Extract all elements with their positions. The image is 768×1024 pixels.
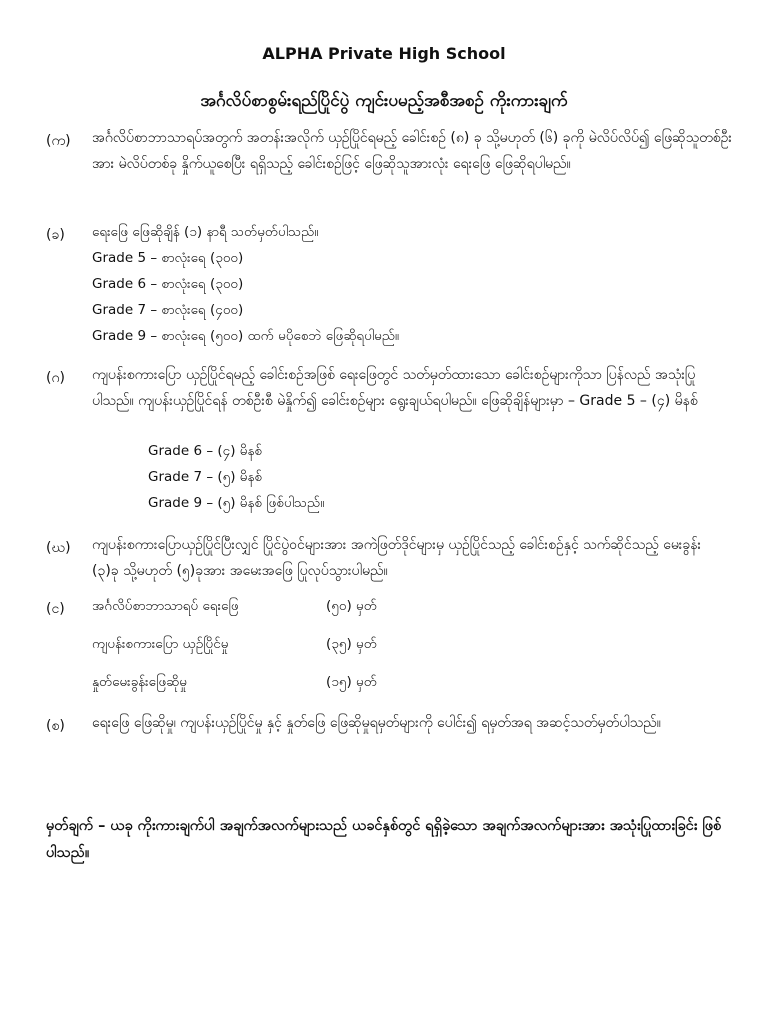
list-item: Grade 9 – (၅) မိနစ် ဖြစ်ပါသည်။: [148, 495, 325, 511]
section-marker-nga: (င): [46, 601, 65, 617]
score-points: (၁၅) မှတ်: [326, 674, 377, 690]
section-kha-text: ရေးဖြေ ဖြေဆိုချိန် (၁) နာရီ သတ်မှတ်ပါသည်။: [92, 224, 319, 240]
school-name: ALPHA Private High School: [262, 44, 506, 63]
list-item: Grade 5 – စာလုံးရေ (၃၀၀): [92, 250, 244, 266]
list-item: Grade 6 – (၄) မိနစ်: [148, 443, 263, 459]
score-label: အင်္ဂလိပ်စာဘာသာရပ် ရေးဖြေ: [92, 598, 239, 614]
list-item: Grade 6 – စာလုံးရေ (၃၀၀): [92, 276, 244, 292]
section-marker-ka: (က): [46, 133, 71, 149]
score-label: ကျပန်းစကားပြော ယှဉ်ပြိုင်မှု: [92, 636, 229, 652]
section-ka-text: အင်္ဂလိပ်စာဘာသာရပ်အတွက် အတန်းအလိုက် ယှဉ်ပြိုင်ရမည့် ခေါင်းစဉ် (၈) ခု သို့မဟုတ် (၆) ခုကို မဲလိပ်လိပ်၍ ဖြေဆိုသူတစ်ဦးအား မဲလိပ်တစ်ခု နှိုက်ယူစေပြီး ရရှိသည့် ခေါင်းစဉ်ဖြင့် ဖြေဆိုသူအားလုံး ရေးဖြေ ဖြေဆိုရပါမည်။: [92, 130, 732, 172]
section-gha-text: ကျပန်းစကားပြောယှဉ်ပြိုင်ပြီးလျှင် ပြိုင်ပွဲဝင်များအား အကဲဖြတ်ဒိုင်များမှ ယှဉ်ပြိုင်သည့် ခေါင်းစဉ်နှင့် သက်ဆိုင်သည့် မေးခွန်း (၃)ခု သို့မဟုတ် (၅)ခုအား အမေးအဖြေ ပြုလုပ်သွားပါမည်။: [92, 537, 702, 579]
section-marker-ga: (ဂ): [46, 370, 65, 386]
section-marker-sa: (စ): [46, 718, 65, 734]
list-item: Grade 9 – စာလုံးရေ (၅၀၀) ထက် မပိုစေဘဲ ဖြေဆိုရပါမည်။: [92, 328, 400, 344]
section-ga-text: ကျပန်းစကားပြော ယှဉ်ပြိုင်ရမည့် ခေါင်းစဉ်အဖြစ် ရေးဖြေတွင် သတ်မှတ်ထားသော ခေါင်းစဉ်များကိုသာ ပြန်လည် အသုံးပြုပါသည်။ ကျပန်းယှဉ်ပြိုင်ရန် တစ်ဦးစီ မဲနှိုက်၍ ခေါင်းစဉ်များ ရွေးချယ်ရပါမည်။ ဖြေဆိုချိန်များမှာ – Grade 5 – (၄) မိနစ်: [92, 367, 698, 409]
list-item: Grade 7 – စာလုံးရေ (၄၀၀): [92, 302, 244, 318]
score-points: (၅၀) မှတ်: [326, 598, 377, 614]
list-item: Grade 7 – (၅) မိနစ်: [148, 469, 263, 485]
section-marker-gha: (ဃ): [46, 540, 71, 556]
footnote: မှတ်ချက် – ယခု ကိုးကားချက်ပါ အချက်အလက်များသည် ယခင်နှစ်တွင် ရရှိခဲ့သော အချက်အလက်များအား အသုံးပြုထားခြင်း ဖြစ်ပါသည်။: [46, 818, 722, 861]
section-marker-kha: (ခ): [46, 227, 65, 243]
section-sa-text: ရေးဖြေ ဖြေဆိုမှု၊ ကျပန်းယှဉ်ပြိုင်မှု နှင့် နှုတ်ဖြေ ဖြေဆိုမှုရမှတ်များကို ပေါင်း၍ ရမှတ်အရ အဆင့်သတ်မှတ်ပါသည်။: [92, 715, 661, 731]
score-label: နှုတ်မေးခွန်းဖြေဆိုမှု: [92, 674, 187, 690]
document-title: အင်္ဂလိပ်စာစွမ်းရည်ပြိုင်ပွဲ ကျင်းပမည့်အစီအစဉ် ကိုးကားချက်: [200, 91, 568, 111]
score-points: (၃၅) မှတ်: [326, 636, 377, 652]
